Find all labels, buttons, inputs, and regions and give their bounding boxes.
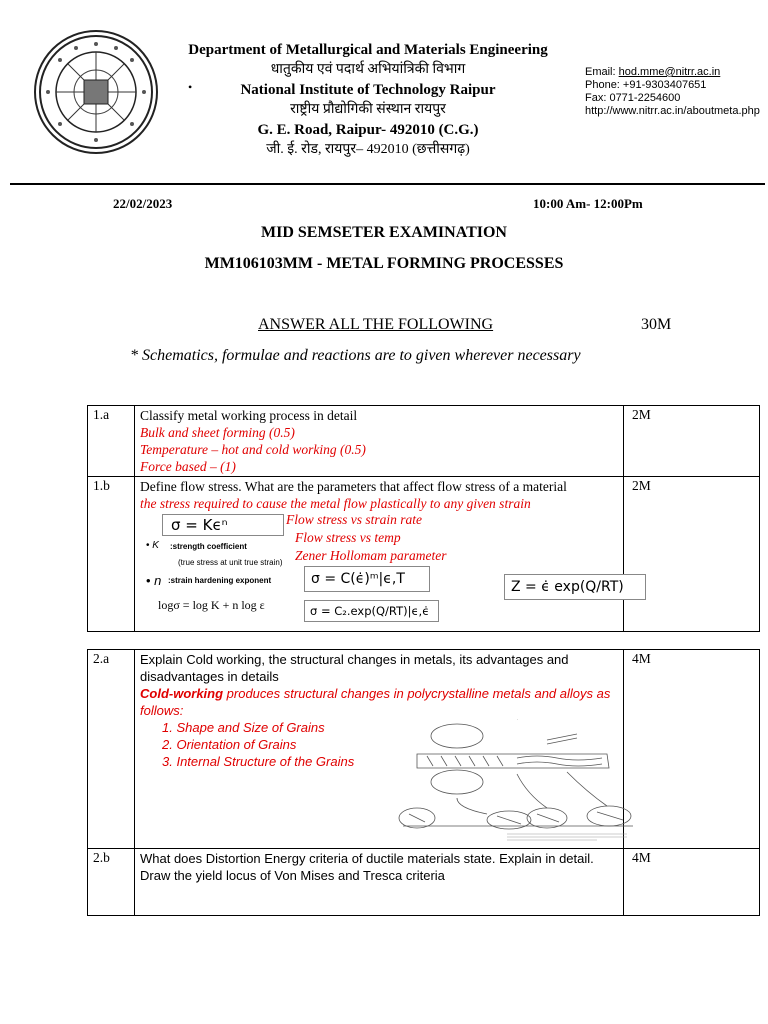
zener-hollomon-formula: Z = ϵ̇ exp(Q/RT) (504, 574, 646, 600)
list-item: 1. Shape and Size of Grains (162, 720, 325, 735)
question-cell (135, 477, 624, 632)
department-header (168, 40, 568, 160)
website-link[interactable]: http://www.nitrr.ac.in/aboutmeta.php (585, 105, 760, 117)
question-table-1 (87, 405, 760, 632)
email-label: Email: (585, 66, 619, 78)
question-text: Explain Cold working, the structural changes in metals, its advantages and disadvantages in details (140, 652, 569, 684)
question-row (88, 406, 760, 477)
logo-emblem-icon (36, 32, 156, 152)
exam-date: 22/02/2023 (113, 196, 173, 211)
n-symbol: • n (146, 573, 162, 588)
list-item: 2. Orientation of Grains (162, 737, 297, 752)
temperature-formula: σ = C₂.exp(Q/RT)|ϵ,ϵ̇ (304, 600, 439, 622)
answer-all-heading: ANSWER ALL THE FOLLOWING (258, 316, 494, 333)
header-bullet: • (188, 80, 193, 94)
k-sublabel: (true stress at unit true strain) (178, 558, 283, 567)
answer-line: Temperature – hot and cold working (0.5) (140, 442, 366, 457)
address: G. E. Road, Raipur- 492010 (C.G.) (257, 122, 479, 138)
question-marks: 2M (624, 406, 760, 477)
exam-time: 10:00 Am- 12:00Pm (533, 196, 643, 211)
question-number: 1.a (88, 406, 135, 477)
question-row (88, 650, 760, 849)
question-marks: 2M (624, 477, 760, 632)
institute-name: National Institute of Technology Raipur (240, 82, 496, 98)
question-text: Define flow stress. What are the parameters that affect flow stress of a material (140, 479, 567, 494)
department-name: Department of Metallurgical and Materials Engineering (188, 42, 548, 58)
answer-text: produces structural changes in polycrystalline metals and alloys as follows: (140, 686, 611, 718)
answer-line: the stress required to cause the metal flow plastically to any given strain (140, 496, 531, 511)
fax-line: Fax: 0771-2254600 (585, 92, 681, 104)
param-item: Flow stress vs strain rate (286, 512, 423, 527)
grain-deformation-diagram (397, 710, 637, 842)
k-label: :strength coefficient (170, 542, 247, 551)
question-row (88, 477, 760, 632)
email-line (585, 66, 760, 79)
param-item: Flow stress vs temp (295, 530, 401, 545)
contact-info (585, 66, 760, 118)
question-cell (135, 406, 624, 477)
n-label: :strain hardening exponent (168, 576, 272, 585)
question-marks: 4M (624, 849, 760, 916)
question-number: 2.a (88, 650, 135, 849)
strain-rate-formula: σ = C(ϵ̇)ᵐ|ϵ,T (304, 566, 430, 592)
question-table-2 (87, 649, 760, 916)
svg-text:.: . (517, 716, 519, 721)
instructions: * Schematics, formulae and reactions are to given wherever necessary (130, 347, 581, 364)
param-item: Zener Hollomam parameter (295, 548, 447, 563)
exam-title: MID SEMSETER EXAMINATION (261, 224, 507, 241)
power-law-formula: σ = Kϵⁿ (162, 514, 284, 536)
header-divider (10, 183, 765, 185)
address-hindi: जी. ई. रोड, रायपुर– 492010 (छत्तीसगढ़) (266, 142, 470, 157)
list-item: 3. Internal Structure of the Grains (162, 754, 355, 769)
phone-line: Phone: +91-9303407651 (585, 79, 707, 91)
answer-line: Bulk and sheet forming (0.5) (140, 425, 295, 440)
log-formula: logσ = log K + n log ε (158, 598, 265, 612)
email-link[interactable]: hod.mme@nitrr.ac.in (618, 66, 721, 78)
total-marks: 30M (641, 316, 672, 333)
question-cell (135, 849, 624, 916)
course-title: MM106103MM - METAL FORMING PROCESSES (204, 255, 564, 272)
question-marks: 4M (624, 650, 760, 849)
answer-line: Force based – (1) (140, 459, 236, 474)
question-text: Classify metal working process in detail (140, 408, 358, 423)
formula-area (140, 512, 624, 630)
question-cell (135, 650, 624, 849)
department-name-hindi: धातुकीय एवं पदार्थ अभियांत्रिकी विभाग (270, 62, 466, 77)
answer-emphasis: Cold-working (140, 686, 224, 701)
institute-name-hindi: राष्ट्रीय प्रौद्योगिकी संस्थान रायपुर (290, 102, 446, 117)
question-number: 2.b (88, 849, 135, 916)
k-symbol: • K (146, 540, 159, 551)
institute-logo (34, 30, 158, 154)
question-text: What does Distortion Energy criteria of ductile materials state. Explain in detail. Draw the yield locus of Von Mises and Tresca criteria (140, 851, 594, 883)
question-number: 1.b (88, 477, 135, 632)
question-row (88, 849, 760, 916)
